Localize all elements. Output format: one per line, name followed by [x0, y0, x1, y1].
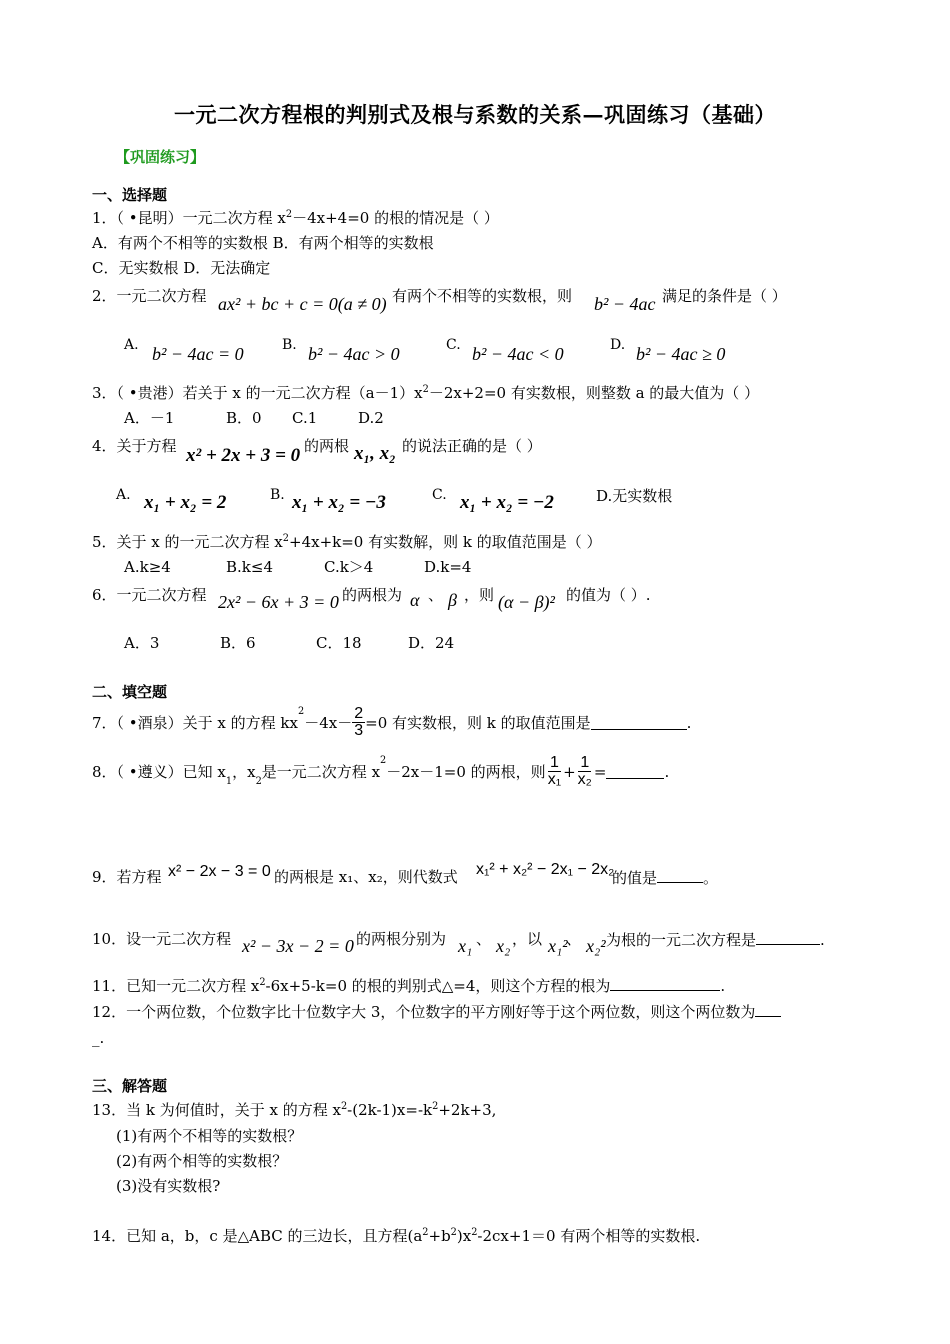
q9-suffix-text: 的值是 — [612, 869, 658, 887]
sup: 2 — [432, 1101, 439, 1112]
q3-option-b: B．0 — [226, 409, 262, 427]
q4-option-c-label: C. — [432, 487, 447, 503]
q4-option-a-label: A. — [116, 487, 131, 503]
q4-prefix: 4．关于方程 — [92, 437, 177, 455]
q14-text-d: -2cx+1＝0 有两个相等的实数根. — [477, 1227, 701, 1245]
q10-x1: x₁ — [458, 936, 473, 956]
q6-option-d: D．24 — [408, 634, 455, 652]
q11-text-a: 11．已知一元二次方程 x — [92, 977, 260, 995]
q3-text-b: －2x+2=0 有实数根，则整数 a 的最大值为（ ） — [428, 384, 760, 402]
q6-expression: (α − β)² — [498, 592, 555, 612]
q4-middle: 的两根 — [304, 437, 350, 455]
q13-text-a: 13．当 k 为何值时，关于 x 的方程 x — [92, 1101, 341, 1119]
q2-option-c: b² − 4ac < 0 — [472, 344, 564, 364]
q7-frac-den: 3 — [354, 722, 364, 739]
q8-answer-blank[interactable] — [606, 764, 664, 779]
q6-prefix: 6．一元二次方程 — [92, 586, 207, 604]
q8-text-b: ，x — [232, 762, 256, 781]
q8-text-c: 是一元二次方程 x — [261, 762, 381, 781]
q8-fraction-1 — [546, 755, 563, 788]
q11-text-b: -6x+5-k=0 的根的判别式△=4，则这个方程的根为 — [265, 977, 611, 995]
q4-suffix: 的说法正确的是（ ） — [402, 437, 542, 455]
q2-suffix: 满足的条件是（ ） — [662, 287, 787, 305]
q1-options-line2: C．无实数根 D．无法确定 — [92, 259, 271, 277]
q13-text-b: -(2k-1)x=-k — [347, 1101, 433, 1119]
q3-option-c: C.1 — [292, 409, 318, 427]
q2-option-a: b² − 4ac = 0 — [152, 344, 244, 364]
q6-then: ，则 — [464, 586, 495, 604]
q9-equation: x² − 2x − 3 = 0 — [168, 863, 271, 880]
question-3 — [92, 384, 759, 402]
q6-alpha: α — [410, 590, 420, 610]
q10-sep: 、 — [476, 930, 492, 948]
sup: 2 — [285, 209, 293, 220]
q10-x2: x₂ — [496, 936, 511, 956]
q6-middle: 的两根为 — [342, 586, 403, 604]
q5-option-d: D.k=4 — [424, 558, 472, 576]
q2-prefix: 2．一元二次方程 — [92, 287, 207, 305]
q6-option-a: A．3 — [124, 634, 160, 652]
q14-text-c: )x — [456, 1227, 472, 1245]
q8-fraction-2 — [576, 755, 594, 788]
q13-text-c: +2k+3, — [438, 1101, 497, 1119]
question-12-line2: _. — [92, 1029, 105, 1047]
q2-equation: ax² + bc + c = 0(a ≠ 0) — [218, 294, 387, 314]
q3-option-d: D.2 — [358, 409, 384, 427]
q13-sub-3: (3)没有实数根? — [116, 1177, 221, 1195]
q8-frac1-den: x₁ — [547, 771, 562, 788]
q1-options-line1: A．有两个不相等的实数根 B．有两个相等的实数根 — [92, 234, 434, 252]
q6-suffix: 的值为（ ）. — [566, 586, 651, 604]
q9-end: 。 — [703, 869, 719, 887]
q13-sub-1: (1)有两个不相等的实数根？ — [116, 1127, 303, 1145]
q2-option-b: b² − 4ac > 0 — [308, 344, 400, 364]
q7-text-a: 7．（ •酒泉）关于 x 的方程 kx — [92, 713, 298, 732]
q4-equation: x² + 2x + 3 = 0 — [186, 445, 301, 466]
q6-beta: β — [448, 590, 457, 610]
practice-label: 【巩固练习】 — [115, 148, 206, 166]
q8-equals: = — [593, 762, 607, 781]
q7-answer-blank[interactable] — [591, 715, 687, 730]
q1-text-a: 1．（ •昆明）一元二次方程 x — [92, 209, 286, 227]
q9-expression: x₁² + x₂² − 2x₁ − 2x₂ — [476, 861, 615, 878]
q4-option-c: x₁ + x₂ = −2 — [460, 492, 554, 513]
q14-text-b: +b — [428, 1227, 451, 1245]
q9-suffix — [612, 868, 718, 887]
sup: 2 — [422, 1227, 429, 1238]
q6-sep: 、 — [428, 586, 444, 604]
sub-2: 2 — [255, 776, 262, 788]
q10-then: ，以 — [512, 930, 543, 948]
q9-answer-blank[interactable] — [657, 868, 703, 883]
q9-prefix: 9．若方程 — [92, 868, 162, 886]
q4-roots: x₁, x₂ — [354, 443, 396, 464]
q4-option-b-label: B. — [270, 487, 285, 503]
q6-equation: 2x² − 6x + 3 = 0 — [218, 592, 339, 612]
q4-option-d: D.无实数根 — [596, 487, 673, 505]
q5-option-c: C.k＞4 — [324, 558, 374, 576]
sup: 2 — [259, 977, 266, 988]
page-title: 一元二次方程根的判别式及根与系数的关系—巩固练习（基础） — [174, 102, 776, 127]
q4-option-b: x₁ + x₂ = −3 — [292, 492, 386, 513]
q10-suffix-text: 为根的一元二次方程是 — [606, 931, 757, 949]
sup: 2 — [422, 384, 429, 395]
question-14 — [92, 1227, 700, 1245]
q10-x2-squared: x₂² — [586, 936, 606, 956]
question-8 — [92, 755, 669, 788]
q8-frac1-num: 1 — [549, 754, 559, 771]
q7-end: . — [686, 713, 692, 732]
q10-sep2: 、 — [566, 930, 582, 948]
q3-option-a: A．－1 — [124, 409, 175, 427]
q10-equation: x² − 3x − 2 = 0 — [242, 936, 354, 956]
q5-option-b: B.k≤4 — [226, 558, 273, 576]
sup: 2 — [282, 533, 289, 544]
q10-suffix — [606, 930, 825, 949]
q8-text-d: －2x－1=0 的两根，则 — [386, 762, 546, 781]
q6-option-c: C．18 — [316, 634, 362, 652]
question-13 — [92, 1101, 496, 1119]
q13-sub-2: (2)有两个相等的实数根？ — [116, 1152, 288, 1170]
q2-option-d-label: D. — [610, 337, 626, 353]
q3-text-a: 3．（ •贵港）若关于 x 的一元二次方程（a－1）x — [92, 384, 423, 402]
sup: 2 — [471, 1227, 478, 1238]
q2-option-d: b² − 4ac ≥ 0 — [636, 344, 726, 364]
q8-frac2-num: 1 — [580, 754, 590, 771]
q7-fraction — [352, 706, 365, 739]
q10-x1-squared: x₁² — [548, 936, 568, 956]
sup: 2 — [340, 1101, 348, 1112]
q8-frac2-den: x₂ — [577, 771, 592, 788]
q5-text-a: 5．关于 x 的一元二次方程 x — [92, 533, 283, 551]
q8-text-a: 8．（ •遵义）已知 x — [92, 762, 226, 781]
question-12-line1 — [92, 1002, 781, 1021]
q7-text-b: －4x－ — [304, 713, 353, 732]
question-1 — [92, 209, 499, 227]
q14-text-a: 14．已知 a，b，c 是△ABC 的三边长，且方程(a — [92, 1227, 423, 1245]
q1-text-b: －4x+4=0 的根的情况是（ ） — [292, 209, 499, 227]
q10-answer-blank[interactable] — [756, 930, 820, 945]
q12-answer-blank[interactable] — [755, 1002, 781, 1017]
q10-middle: 的两根分别为 — [356, 930, 447, 948]
sup: 2 — [380, 755, 387, 766]
question-11 — [92, 976, 725, 995]
q7-frac-num: 2 — [354, 705, 364, 722]
section-fill: 二、填空题 — [92, 683, 168, 701]
q2-option-a-label: A. — [124, 337, 139, 353]
q11-answer-blank[interactable] — [610, 976, 720, 991]
q4-option-a: x₁ + x₂ = 2 — [144, 492, 227, 513]
q5-option-a: A.k≥4 — [124, 558, 171, 576]
q10-prefix: 10．设一元二次方程 — [92, 930, 232, 948]
q2-middle: 有两个不相等的实数根，则 — [392, 287, 573, 305]
section-answer: 三、解答题 — [92, 1077, 168, 1095]
q2-option-c-label: C. — [446, 337, 461, 353]
q8-end: . — [664, 762, 670, 781]
q10-end: . — [820, 931, 825, 949]
q7-text-c: =0 有实数根，则 k 的取值范围是 — [365, 713, 591, 732]
q11-end: . — [720, 977, 726, 995]
question-7 — [92, 706, 691, 739]
q9-middle: 的两根是 x₁、x₂，则代数式 — [274, 868, 458, 886]
q12-line1-text: 12．一个两位数，个位数字比十位数字大 3，个位数字的平方刚好等于这个两位数，则这个两位数为 — [92, 1003, 756, 1021]
section-choice: 一、选择题 — [92, 186, 168, 204]
sup: 2 — [297, 706, 305, 717]
q6-option-b: B．6 — [220, 634, 256, 652]
q5-text-b: +4x+k=0 有实数解，则 k 的取值范围是（ ） — [289, 533, 602, 551]
q8-plus: + — [563, 762, 576, 781]
sub-1: 1 — [225, 776, 233, 788]
question-5 — [92, 533, 602, 551]
q2-option-b-label: B. — [282, 337, 297, 353]
sup: 2 — [450, 1227, 457, 1238]
q2-discriminant: b² − 4ac — [594, 294, 656, 314]
